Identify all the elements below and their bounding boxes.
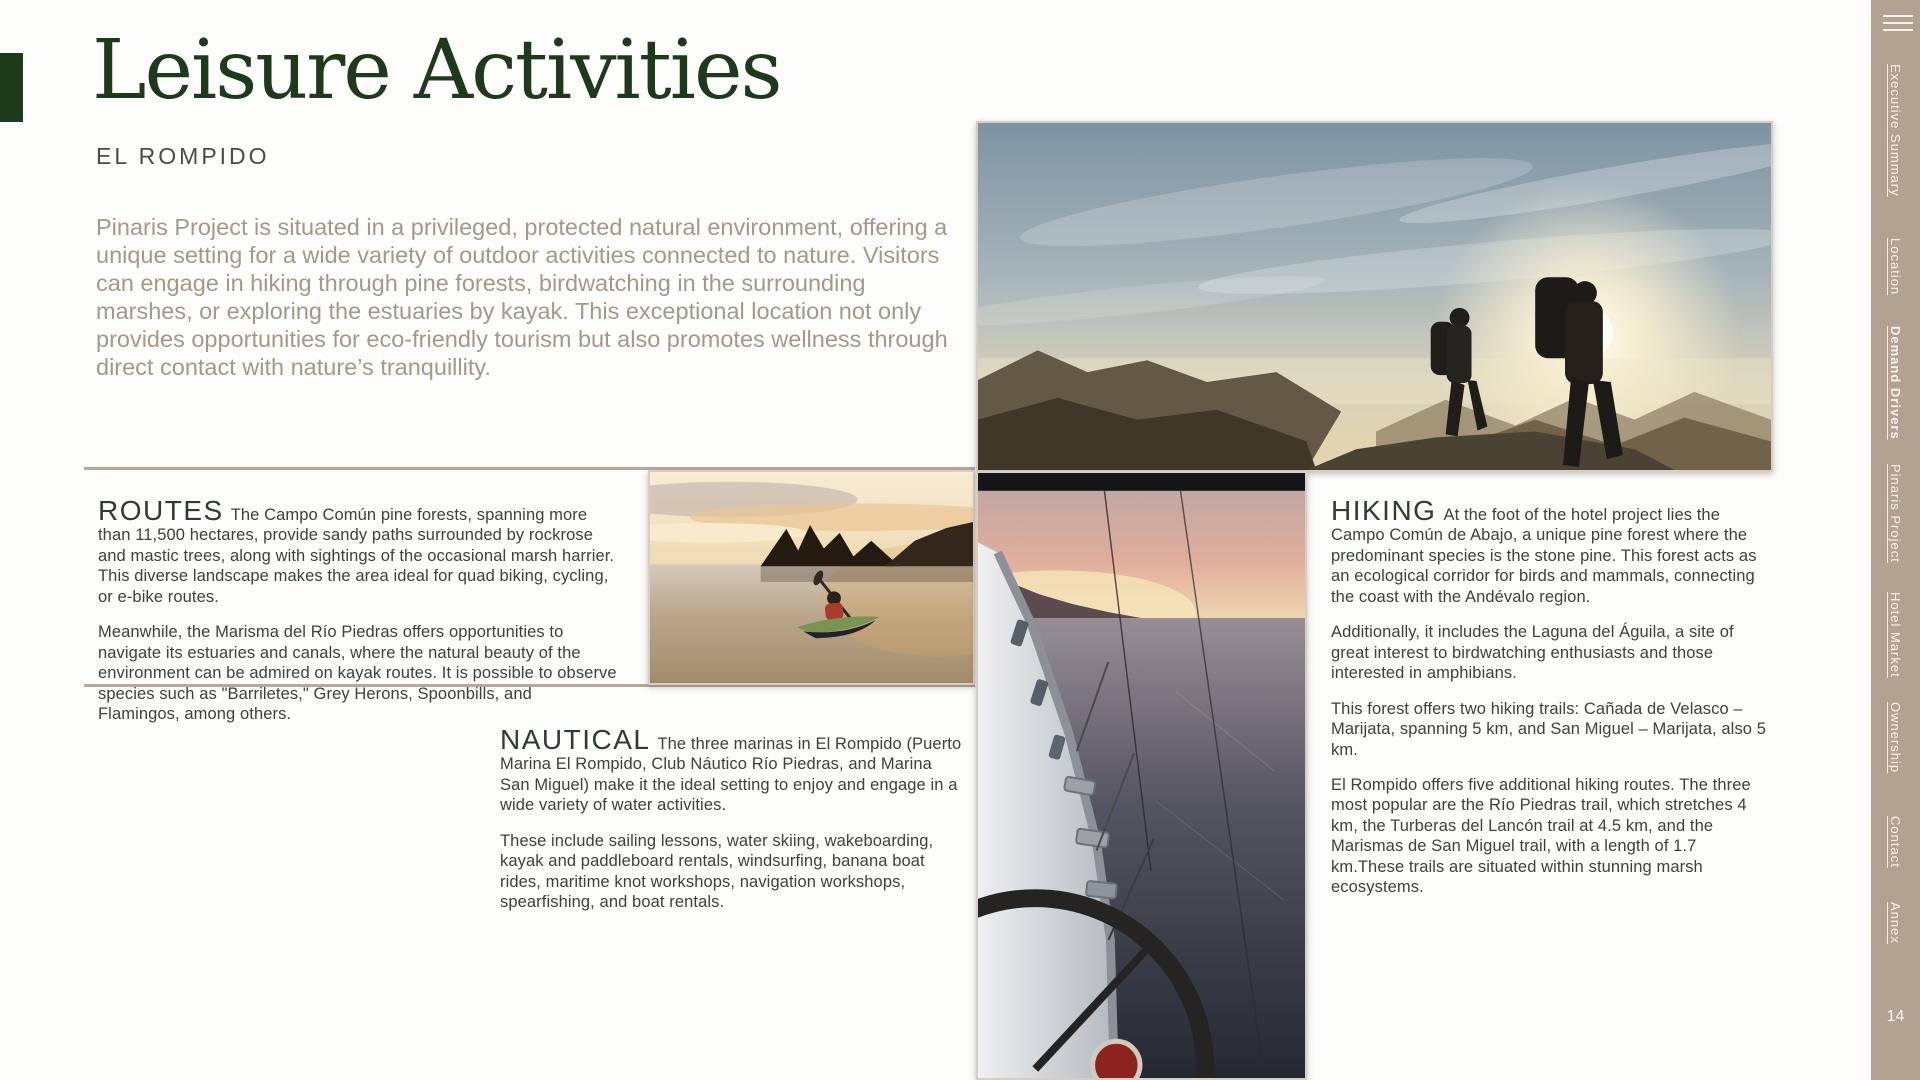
routes-heading: ROUTES <box>98 495 224 526</box>
sidebar-item-location[interactable]: Location <box>1888 238 1903 296</box>
hiking-paragraph-3: This forest offers two hiking trails: Cañada de Velasco – Marijata, spanning 5 km, and San Miguel – Marijata, also 5 km. <box>1331 699 1767 759</box>
hiking-paragraph-4: El Rompido offers five additional hiking routes. The three most popular are the Río Piedras trail, which stretches 4 km, the Turberas del Lancón trail at 4.5 km, and the Marismas de San Miguel trail, with a length of 1.7 km.These trails are situated within stunning marsh ecosystems. <box>1331 775 1751 897</box>
hikers-photo-illustration <box>978 123 1771 470</box>
kayak-photo <box>648 470 975 685</box>
routes-text-2: Meanwhile, the Marisma del Río Piedras offers opportunities to navigate its estuaries and canals, where the natural beauty of the environment can be admired on kayak routes. It is possible to observe species such as "Barriletes," Grey Herons, Spoonbills, and Flamingos, among others. <box>98 623 617 724</box>
sidebar-item-demand-drivers[interactable]: Demand Drivers <box>1888 326 1903 440</box>
sidebar-item-pinaris-project[interactable]: Pinaris Project <box>1888 464 1903 563</box>
sidebar-item-annex[interactable]: Annex <box>1888 902 1903 944</box>
sidebar-item-contact[interactable]: Contact <box>1888 816 1903 868</box>
nautical-text-2: These include sailing lessons, water skiing, wakeboarding, kayak and paddleboard rentals, windsurfing, banana boat rides, maritime knot workshops, navigation workshops, spearfishing, and boat rentals. <box>500 831 934 912</box>
page-subtitle: EL ROMPIDO <box>96 143 270 169</box>
hiking-text-1: At the foot of the hotel project lies the Campo Común de Abajo, a unique pine forest where the predominant species is the stone pine. This forest acts as an ecological corridor for birds and mammals, connecting the coast with the Andévalo region. <box>1331 506 1757 606</box>
sidebar-nav <box>1871 0 1920 1080</box>
nautical-section <box>500 726 964 928</box>
menu-icon[interactable] <box>1883 15 1913 36</box>
page-title: Leisure Activities <box>92 23 781 118</box>
nautical-paragraph-1 <box>500 726 964 816</box>
routes-paragraph-2 <box>98 622 618 724</box>
sailboat-photo <box>976 471 1307 1080</box>
hikers-photo <box>976 121 1773 472</box>
nautical-text-1: The three marinas in El Rompido (Puerto Marina El Rompido, Club Náutico Río Piedras, and Marina San Miguel) make it the ideal setting to enjoy and engage in a wide variety of water activities. <box>500 735 962 815</box>
routes-section <box>98 497 618 740</box>
kayak-photo-illustration <box>650 472 973 683</box>
menu-icon-bar <box>1883 15 1913 17</box>
hiking-heading: HIKING <box>1331 495 1437 526</box>
routes-paragraph-1 <box>98 497 618 607</box>
hiking-section <box>1331 497 1773 913</box>
menu-icon-bar <box>1883 22 1913 24</box>
sidebar-item-hotel-market[interactable]: Hotel Market <box>1888 592 1903 678</box>
page-number: 14 <box>1886 1008 1905 1025</box>
routes-text-1: The Campo Común pine forests, spanning more than 11,500 hectares, provide sandy paths surrounded by rockrose and mastic trees, along with sightings of the occasional marsh harrier. This diverse landscape makes the area ideal for quad biking, cycling, or e-bike routes. <box>98 506 615 606</box>
menu-icon-bar <box>1883 29 1913 31</box>
intro-paragraph: Pinaris Project is situated in a privileged, protected natural environment, offering a unique setting for a wide variety of outdoor activities connected to nature. Visitors can engage in hiking through pine forests, birdwatching in the surrounding marshes, or exploring the estuaries by kayak. This exceptional location not only provides opportunities for eco-friendly tourism but also promotes wellness through direct contact with nature’s tranquillity. <box>96 214 948 380</box>
nautical-heading: NAUTICAL <box>500 724 651 755</box>
hiking-paragraph-1 <box>1331 497 1773 607</box>
accent-bar <box>0 53 23 122</box>
sailboat-photo-illustration <box>978 473 1305 1078</box>
hiking-paragraph-2: Additionally, it includes the Laguna del Águila, a site of great interest to birdwatching enthusiasts and those interested in amphibians. <box>1331 623 1734 683</box>
sidebar-item-executive-summary[interactable]: Executive Summary <box>1888 64 1903 197</box>
sidebar-item-ownership[interactable]: Ownership <box>1888 702 1903 774</box>
nautical-paragraph-2 <box>500 831 964 913</box>
